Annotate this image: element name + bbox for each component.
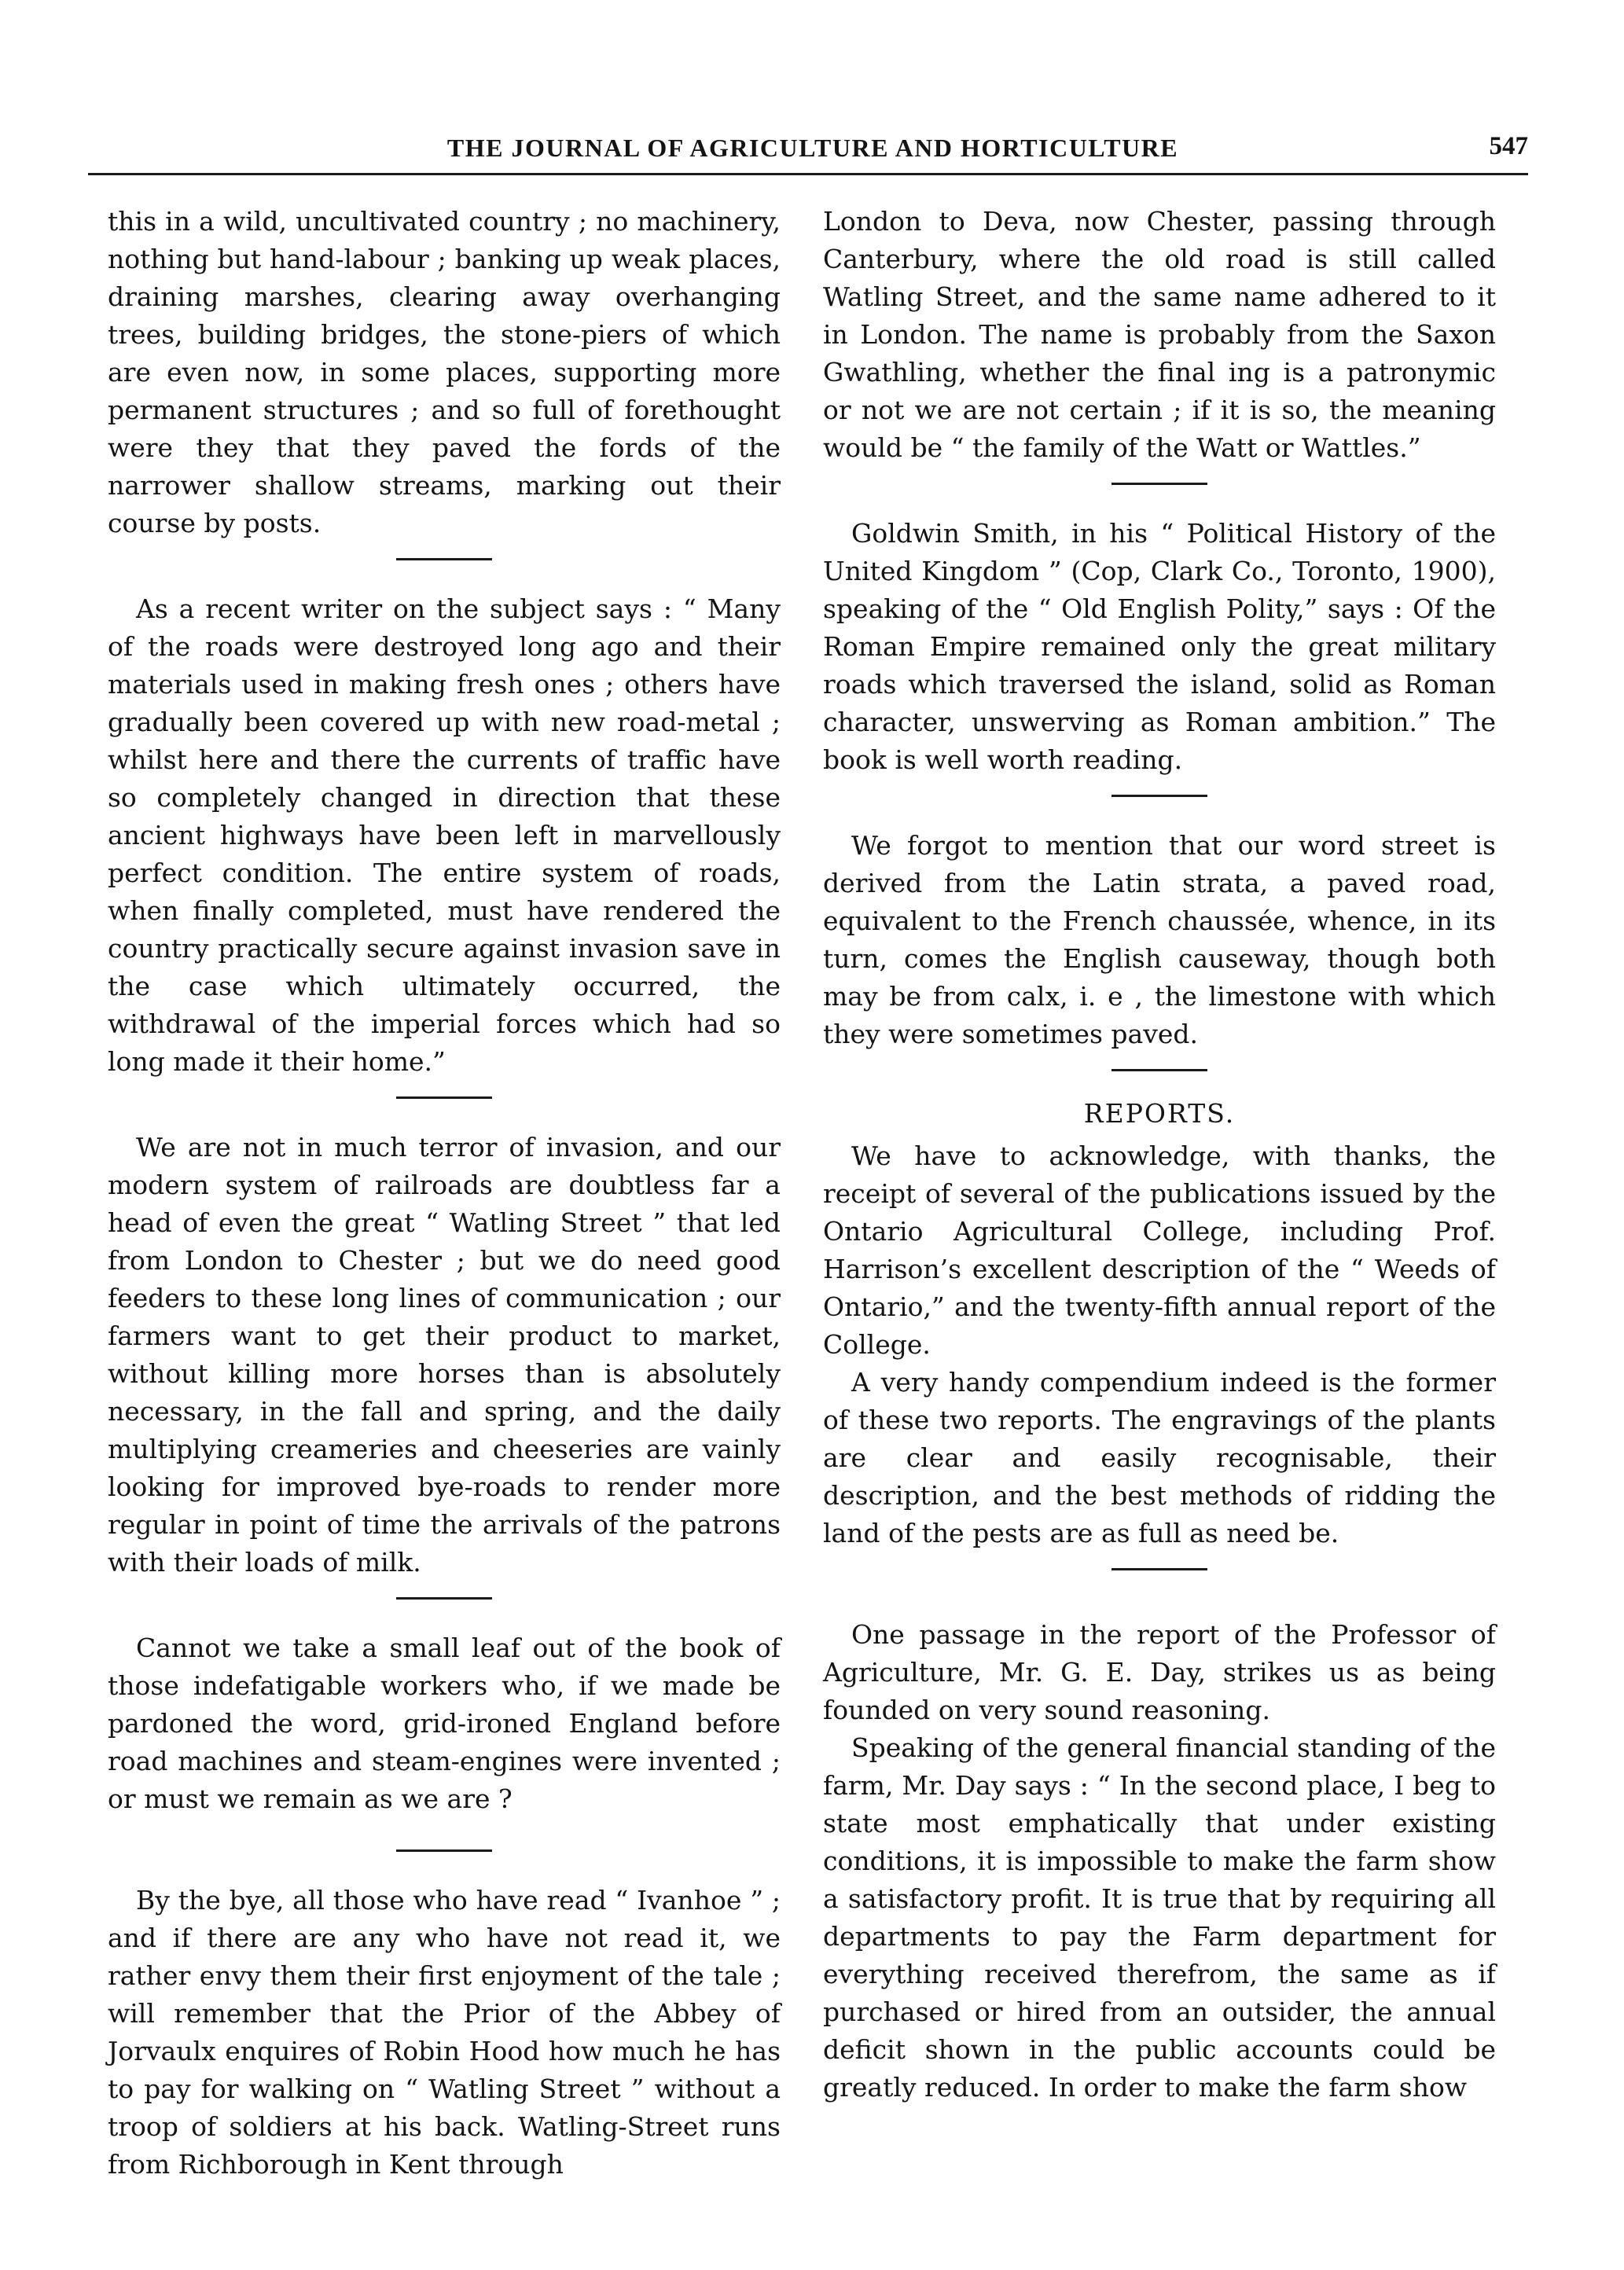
paragraph-goldwin-smith: Goldwin Smith, in his “ Political History of the United Kingdom ” (Cop, Clark Co., Toronto, 1900), speaking of the “ Old English Polity,” says : Of the Roman Empire remained only the great military roads which traversed the island, solid as Roman character, unswerving as Roman ambition.” The book is well worth reading. xyxy=(823,518,1496,775)
header-rule xyxy=(88,173,1528,175)
paragraph-grid-ironed-england: Cannot we take a small leaf out of the book of those indefatigable workers who, if we made be pardoned the word, grid-ironed England before road machines and steam-engines were invented ; or must we remain as we are ? xyxy=(108,1633,781,1814)
paragraph-word-street-origin: We forgot to mention that our word street is derived from the Latin strata, a paved road, equivalent to the French chaussée, whence, in its turn, comes the English causeway, though both may be from calx, i. e , the limestone with which they were sometimes paved. xyxy=(823,830,1496,1049)
paragraph-reports-compendium: A very handy compendium indeed is the former of these two reports. The engravings of the plants are clear and easily recognisable, their description, and the best methods of ridding the land of the pests are as full as need be. xyxy=(823,1367,1496,1548)
section-separator xyxy=(1111,795,1207,797)
section-separator xyxy=(396,1096,492,1099)
running-header-title: THE JOURNAL OF AGRICULTURE AND HORTICULTURE xyxy=(446,134,1179,162)
paragraph-professor-day-passage: One passage in the report of the Professor of Agriculture, Mr. G. E. Day, strikes us as being founded on very sound reasoning. xyxy=(823,1619,1496,1725)
section-separator xyxy=(1111,1568,1207,1570)
page-number: 547 xyxy=(1489,132,1528,160)
paragraph-recent-writer-quote: As a recent writer on the subject says : “ Many of the roads were destroyed long ago and their materials used in making fresh ones ; others have gradually been covered up with new road-metal ; whilst here and there the currents of traffic have so completely changed in direction that these ancient highways have been left in marvellously perfect condition. The entire system of roads, when finally completed, must have rendered the country practically secure against invasion save in the case which ultimately occurred, the withdrawal of the imperial forces which had so long made it their home.” xyxy=(108,593,781,1077)
paragraph-london-to-deva: London to Deva, now Chester, passing through Canterbury, where the old road is still called Watling Street, and the same name adhered to it in London. The name is probably from the Saxon Gwathling, whether the final ing is a patronymic or not we are not certain ; if it is so, the meaning would be “ the family of the Watt or Wattles.” xyxy=(823,206,1496,463)
left-column xyxy=(108,203,781,2184)
paragraph-ivanhoe-watling-street: By the bye, all those who have read “ Ivanhoe ” ; and if there are any who have not read it, we rather envy them their first enjoyment of the tale ; will remember that the Prior of the Abbey of Jorvaulx enquires of Robin Hood how much he has to pay for walking on “ Watling Street ” without a troop of soldiers at his back. Watling-Street runs from Richborough in Kent through xyxy=(108,1885,781,2180)
paragraph-roman-roads-building: this in a wild, uncultivated country ; no machinery, nothing but hand-labour ; banking up weak places, draining marshes, clearing away overhanging trees, building bridges, the stone-piers of which are even now, in some places, supporting more permanent structures ; and so full of forethought were they that they paved the fords of the narrower shallow streams, marking out their course by posts. xyxy=(108,206,781,538)
section-separator xyxy=(1111,483,1207,485)
right-column xyxy=(823,203,1496,2107)
reports-heading: REPORTS. xyxy=(1083,1098,1236,1129)
paragraph-reports-acknowledgement: We have to acknowledge, with thanks, the receipt of several of the publications issued by the Ontario Agricultural College, including Prof. Harrison’s excellent description of the “ Weeds of Ontario,” and the twenty-fifth annual report of the College. xyxy=(823,1141,1496,1360)
section-separator xyxy=(396,558,492,560)
section-separator xyxy=(396,1849,492,1852)
paragraph-invasion-railroads: We are not in much terror of invasion, and our modern system of railroads are doubtless far a head of even the great “ Watling Street ” that led from London to Chester ; but we do need good feeders to these long lines of communication ; our farmers want to get their product to market, without killing more horses than is absolutely necessary, in the fall and spring, and the daily multiplying creameries and cheeseries are vainly looking for improved bye-roads to render more regular in point of time the arrivals of the patrons with their loads of milk. xyxy=(108,1132,781,1578)
section-separator xyxy=(396,1597,492,1600)
section-separator xyxy=(1111,1069,1207,1071)
paragraph-farm-financial-standing: Speaking of the general financial standing of the farm, Mr. Day says : “ In the second place, I beg to state most emphatically that under existing conditions, it is impossible to make the farm show a satisfactory profit. It is true that by requiring all departments to pay the Farm department for everything received therefrom, the same as if purchased or hired from an outsider, the annual deficit shown in the public accounts could be greatly reduced. In order to make the farm show xyxy=(823,1732,1496,2103)
